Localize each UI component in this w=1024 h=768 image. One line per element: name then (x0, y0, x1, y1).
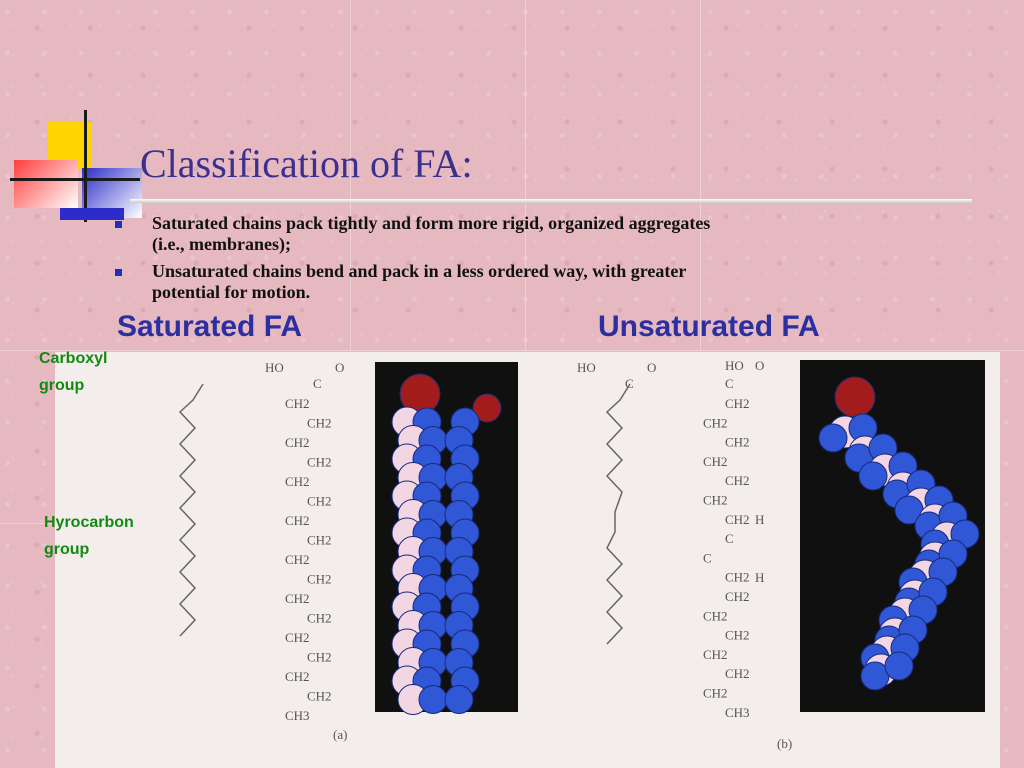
formula-group: CH2 (725, 569, 750, 585)
formula-group: CH2 (307, 493, 332, 509)
formula-hydroxyl: HO (725, 358, 744, 373)
formula-group: CH2 (703, 492, 728, 508)
formula-group: CH2 (285, 474, 310, 489)
formula-group: CH2 (703, 685, 728, 701)
carboxyl-group-label: Carboxyl group (39, 350, 108, 394)
caption-b: (b) (777, 736, 793, 751)
formula-group: CH2 (725, 473, 750, 489)
formula-carbon: C (313, 376, 322, 391)
formula-group: CH2 (725, 434, 750, 450)
formula-group: CH2 (285, 396, 310, 411)
formula-group: CH2 (285, 669, 310, 684)
formula-group: CH2 (307, 610, 332, 626)
hydrogen-atom (885, 652, 913, 680)
formula-hydrogen: H (755, 570, 765, 585)
hydrogen-atom (819, 424, 847, 452)
formula-group: CH2 (285, 630, 310, 645)
formula-group: CH2 (285, 513, 310, 528)
formula-group: C (725, 531, 734, 547)
formula-group: CH2 (307, 532, 332, 548)
hydrogen-atom (445, 686, 473, 714)
saturated-zigzag-chain (180, 384, 203, 636)
formula-hydrogen: H (755, 512, 765, 528)
formula-carbon: C (725, 376, 734, 391)
bullet-text-unsaturated: Unsaturated chains bend and pack in a less ordered way, with greater potential for motion. (152, 261, 687, 302)
formula-group: CH2 (703, 415, 728, 431)
formula-group: CH2 (307, 649, 332, 665)
formula-group: CH2 (307, 571, 332, 587)
formula-hydroxyl: HO (265, 360, 284, 375)
formula-group: CH2 (725, 511, 750, 527)
formula-group: CH2 (703, 646, 728, 662)
formula-carbon: C (625, 376, 634, 391)
bullet-item (110, 261, 730, 303)
formula-group: CH2 (725, 589, 750, 604)
unsaturated-zigzag-chain (607, 384, 630, 644)
unsaturated-heading: Unsaturated FA (598, 310, 820, 343)
fatty-acid-figure (55, 352, 1000, 768)
decorative-logo (10, 110, 150, 230)
bullet-square-icon (115, 269, 122, 276)
formula-group: C (703, 550, 712, 566)
formula-group: CH2 (285, 552, 310, 567)
formula-group: CH2 (725, 666, 750, 682)
formula-group: CH3 (285, 708, 310, 723)
formula-oxygen: O (755, 358, 765, 373)
hydrocarbon-group-label: Hyrocarbon group (44, 514, 134, 558)
formula-group: CH2 (725, 396, 750, 411)
formula-hydroxyl: HO (577, 360, 596, 375)
formula-group: CH2 (285, 591, 310, 606)
bullet-square-icon (115, 221, 122, 228)
formula-oxygen: O (335, 360, 345, 375)
formula-group: CH3 (725, 704, 750, 720)
bullet-list (110, 213, 730, 309)
bullet-text-saturated: Saturated chains pack tightly and form more rigid, organized aggregates (i.e., membranes); (152, 213, 711, 254)
caption-a: (a) (333, 727, 348, 742)
figure-drawing (55, 352, 1000, 768)
formula-group: CH2 (307, 415, 332, 431)
formula-group: CH2 (725, 627, 750, 643)
formula-oxygen: O (647, 360, 657, 375)
formula-group: CH2 (703, 608, 728, 624)
formula-group: CH2 (703, 453, 728, 469)
formula-group: CH2 (285, 435, 310, 450)
oxygen-atom (835, 377, 875, 417)
title-divider (130, 199, 972, 203)
saturated-heading: Saturated FA (117, 310, 303, 343)
bullet-item (110, 213, 730, 255)
hydrogen-atom (419, 686, 447, 714)
slide-title: Classification of FA: (140, 141, 473, 186)
formula-group: CH2 (307, 688, 332, 704)
formula-group: CH2 (307, 454, 332, 470)
hydrogen-atom (859, 462, 887, 490)
